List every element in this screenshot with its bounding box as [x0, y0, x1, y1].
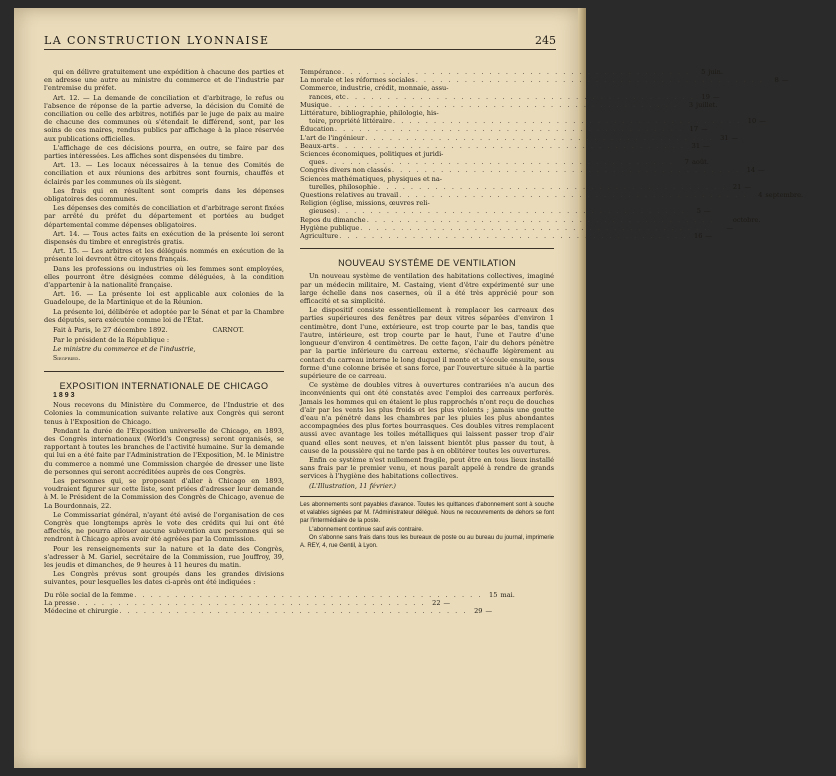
paragraph: Art. 12. — La demande de conciliation et d'arbitrage, le refus ou l'absence de réponse de la partie adverse, la décision du Comité de conciliation ou celle des arbitres, notifiés par le juge de paix au maire de chacune des communes où s'étendait le différend, sont, par les soins de ces maires, rendus publics par affichage à la place réservée aux publications officielles. — [44, 93, 284, 143]
congres-month: octobre. — [732, 215, 761, 224]
congres-label: Éducation — [300, 125, 334, 134]
congres-month: juin. — [708, 68, 724, 76]
congres-entry — [300, 232, 713, 241]
section-divider — [300, 248, 554, 249]
source-citation: (L'Illustration, 11 février.) — [309, 481, 396, 490]
congres-label: Religion (église, missions, œuvres reli- — [300, 199, 430, 208]
leader-dots — [415, 76, 765, 84]
congres-label: Beaux-arts — [300, 141, 336, 150]
congres-entry-label — [300, 84, 554, 92]
leader-dots — [133, 591, 483, 599]
congres-label: Tempérance — [300, 68, 342, 76]
page-number: 245 — [535, 34, 556, 47]
paragraph: Art. 13. — Les locaux nécessaires à la tenue des Comités de conciliation et aux réunions des arbitres sont fournis, chauffés et éclairés par les communes où ils siègent. — [44, 161, 284, 186]
leader-dots — [366, 216, 716, 224]
congres-entry — [300, 133, 739, 142]
congres-entry — [300, 191, 804, 200]
paragraph: Le dispositif consiste essentiellement à remplacer les carreaux des parties supérieures des fenêtres par deux vitres séparées d'environ 1 centimètre, dont l'une, extérieure, est trop courte par le bas, tandis que l'autre, intérieure, est trop courte par le haut, l'une et l'autre d'une longueur d'environ 4 centimètres. De cette façon, l'air du dehors pénètre par la partie inférieure du carreau externe, s'échauffe légèrement au contact du carreau interne le long duquel il monte et s'écoule ensuite, sous forme d'une colonne brisée et sans force, par l'ouverture située à la partie supérieure de ce carreau. — [300, 306, 554, 380]
congres-month: septembre. — [765, 191, 804, 200]
right-column — [300, 68, 804, 551]
congres-entry — [300, 207, 711, 216]
signature-line — [44, 326, 284, 335]
paragraph: Un nouveau système de ventilation des habitations collectives, imaginé par un médecin militaire, M. Castaing, vient d'être expérimenté sur une large échelle dans nos casernes, où il a été très apprécié pour son efficacité et sa simplicité. — [300, 272, 554, 306]
leader-dots — [325, 158, 675, 166]
congres-entry — [300, 141, 710, 150]
paragraph: Pendant la durée de l'Exposition universelle de Chicago, en 1893, des Congrès internationaux (World's Congress) seront organisés, se rapportant à toutes les branches de l'activité humaine. Sur la demande qui lui en a été faite par l'Administration de l'Exposition, M. le Ministre du commerce a nommé une Commission chargée de dresser une liste de personnes qui seront accréditées auprès de ces Congrès. — [44, 426, 284, 476]
paragraph: Les abonnements sont payables d'avance. Toutes les quittances d'abonnement sont à souche et valables signées par M. l'Administrateur délégué. Nous ne recouvrements de dehors se font par l'intermédiaire de la poste. — [300, 501, 554, 525]
paragraph: L'affichage de ces décisions pourra, en outre, se faire par des parties intéressées. Les affiches sont dispensées du timbre. — [44, 143, 284, 161]
reglement-articles — [44, 68, 284, 324]
congres-day: 19 — [701, 92, 710, 101]
congres-entry — [300, 166, 765, 175]
congres-label: Hygiène publique — [300, 223, 360, 232]
leader-dots — [337, 207, 687, 215]
congres-label: Musique — [300, 100, 329, 109]
subscription-notice — [300, 496, 554, 551]
congres-entry — [300, 215, 761, 224]
congres-entry — [44, 606, 493, 615]
congres-dates-list-left — [44, 590, 515, 616]
congres-label: La presse — [44, 598, 77, 607]
congres-month: mai. — [500, 590, 515, 599]
congres-month: — — [703, 141, 710, 150]
congres-entry — [300, 100, 718, 109]
congres-dates-list-right — [300, 68, 804, 241]
congres-label: Repos du dimanche — [300, 215, 366, 224]
congres-month: — — [443, 598, 451, 607]
congres-month: — — [726, 223, 733, 232]
leader-dots — [329, 101, 679, 109]
paragraph: Art. 15. — Les arbitres et les délégués nommés en exécution de la présente loi devront être citoyens français. — [44, 247, 284, 264]
congres-month: — — [703, 207, 711, 216]
congres-label: Questions relatives au travail — [300, 191, 399, 200]
signature-ministre: Le ministre du commerce et de l'industrie, — [53, 345, 196, 354]
leader-dots — [338, 232, 688, 240]
congres-day: 16 — [694, 232, 703, 241]
leader-dots — [392, 117, 742, 125]
congres-month: — — [705, 232, 713, 241]
congres-day: 5 — [696, 207, 701, 216]
paragraph: Enfin ce système n'est nullement fragile, peut être en tous lieux installé sans frais par le premier venu, et nous paraît appelé à rendre de grands services à l'hygiène des habitations collectives. — [300, 455, 554, 481]
congres-day: 8 — [774, 76, 779, 85]
chicago-heading: EXPOSITION INTERNATIONALE DE CHICAGO — [59, 380, 269, 391]
paragraph: Les Congrès prévus sont groupés dans les grandes divisions suivantes, pour lesquelles les dates ci-après ont été indiquées : — [44, 570, 284, 587]
congres-label: Agriculture — [300, 232, 339, 241]
congres-label: turelles, philosophie — [309, 182, 378, 191]
congres-day: 5 — [701, 68, 706, 76]
congres-day: 21 — [732, 182, 742, 191]
leader-dots — [76, 599, 426, 607]
congres-day: 31 — [720, 133, 729, 142]
signature-par: Par le président de la République : — [53, 336, 170, 345]
congres-day: 31 — [691, 141, 701, 150]
paragraph: qui en délivre gratuitement une expédition à chacune des parties et en adresse une autre au ministre du commerce et de l'industrie par l'entremise du préfet. — [44, 68, 284, 93]
congres-label: Du rôle social de la femme — [44, 590, 134, 599]
congres-label: rances, etc — [309, 92, 346, 101]
signature-name: Siegfried. — [53, 354, 81, 362]
congres-entry — [300, 125, 708, 134]
congres-day: 14 — [746, 166, 756, 175]
congres-month: juillet. — [696, 100, 718, 109]
congres-label: L'art de l'ingénieur — [300, 133, 365, 142]
paragraph: Pour les renseignements sur la nature et la date des Congrès, s'adresser à M. Gariel, secrétaire de la Commission, rue Jouffroy, 39, les jeudis et dimanches, de 9 heures à 11 heures du matin. — [44, 544, 284, 569]
congres-day: 15 — [489, 590, 498, 599]
leader-dots — [336, 142, 686, 150]
congres-entry-label — [300, 109, 554, 117]
congres-month: — — [781, 76, 789, 85]
section-divider — [44, 371, 284, 372]
paragraph: Ce système de doubles vitres à ouvertures contrariées n'a aucun des inconvénients qui ont été constatés avec l'emploi des carreaux perforés. Jamais les hommes qui en étaient le plus rapprochés n'ont reçu de douches d'air par les vents les plus froids et les plus violents ; jamais une goutte d'eau n'a pénétré dans les chambres par les pluies les plus abondantes accompagnées des plus fortes bourrasques. Ces doubles vitres remplacent aussi avec avantage les toiles métalliques qui laissent passer trop d'air quand elles sont neuves, et n'en laissent bientôt plus passer du tout, à cause de la poussière qui ne tarde pas à en oblitérer toutes les ouvertures. — [300, 381, 554, 455]
congres-entry-label — [300, 175, 554, 183]
congres-month: — — [712, 92, 720, 101]
congres-month: — — [744, 182, 751, 191]
paragraph: Les personnes qui, se proposant d'aller à Chicago en 1893, voudraient figurer sur cette liste, sont priées d'adresser leur demande à M. le Président de la Commission des Congrès de Chicago, avenue de La Bourdonnais, 22. — [44, 476, 284, 510]
paragraph: Les frais qui en résultent sont compris dans les dépenses obligatoires des communes. — [44, 186, 284, 204]
paragraph: Nous recevons du Ministère du Commerce, de l'Industrie et des Colonies la communication suivante relative aux Congrès qui seront tenus à l'Exposition de Chicago. — [44, 401, 284, 426]
leader-dots — [359, 224, 709, 232]
congres-entry — [300, 158, 709, 167]
paragraph: Art. 14. — Tous actes faits en exécution de la présente loi seront dispensés du timbre et enregistrés gratis. — [44, 229, 284, 247]
congres-entry — [300, 182, 751, 191]
congres-month: — — [485, 606, 493, 615]
signature-place-date: Fait à Paris, le 27 décembre 1892. — [53, 326, 168, 335]
congres-day: 4 — [758, 191, 763, 200]
ventilation-article — [300, 272, 554, 480]
congres-day — [716, 216, 730, 224]
paragraph: L'abonnement continue sauf avis contraire. — [309, 526, 424, 533]
congres-label: ques — [309, 158, 325, 167]
congres-day: 22 — [432, 598, 441, 607]
chicago-article — [44, 401, 284, 586]
leader-dots — [118, 607, 468, 615]
congres-entry — [44, 590, 515, 599]
congres-entry — [44, 598, 451, 607]
congres-day: 29 — [474, 606, 483, 615]
leader-dots — [364, 134, 714, 142]
congres-month: — — [759, 117, 766, 126]
congres-label: Sciences économiques, politiques et juridi- — [300, 150, 444, 159]
congres-label: Sciences mathématiques, physiques et na- — [300, 174, 443, 183]
congres-entry — [300, 92, 720, 101]
congres-label: Médecine et chirurgie — [44, 606, 119, 615]
paragraph: La présente loi, délibérée et adoptée par le Sénat et par la Chambre des députés, sera exécutée comme loi de l'État. — [44, 307, 284, 324]
page-header — [44, 34, 556, 50]
leader-dots — [377, 183, 727, 191]
congres-entry-label — [300, 199, 554, 207]
congres-month: — — [701, 125, 708, 134]
congres-entry — [300, 117, 766, 126]
leader-dots — [334, 125, 684, 133]
paragraph: Les dépenses des comités de conciliation et d'arbitrage seront fixées par arrêté du préfet du département et portées au budget départemental comme dépenses obligatoires. — [44, 204, 284, 229]
congres-entry — [300, 68, 724, 76]
congres-label: gieuses) — [309, 207, 337, 216]
leader-dots — [346, 93, 696, 101]
congres-day: 10 — [747, 117, 757, 126]
paragraph: Art. 16. — La présente loi est applicable aux colonies de la Guadeloupe, de la Martinique et de la Réunion. — [44, 290, 284, 307]
congres-label: Commerce, industrie, crédit, monnaie, assu- — [300, 84, 449, 93]
document-page — [14, 8, 804, 768]
paragraph: Dans les professions ou industries où les femmes sont employées, elles pourront être désignées comme déléguées, à la condition d'appartenir à la nationalité française. — [44, 264, 284, 290]
congres-month: août. — [691, 158, 709, 167]
congres-entry-label — [300, 150, 554, 158]
congres-day: 3 — [688, 100, 694, 109]
congres-label: La morale et les réformes sociales — [300, 76, 415, 85]
paragraph: On s'abonne sans frais dans tous les bureaux de poste ou au bureau du journal, imprimerie A. REY, 4, rue Gentil, à Lyon. — [300, 534, 554, 550]
congres-month: — — [731, 133, 739, 142]
ventilation-heading: NOUVEAU SYSTÈME DE VENTILATION — [338, 258, 516, 269]
congres-month: — — [758, 166, 765, 175]
congres-entry — [300, 223, 733, 232]
chicago-year: 1893 — [53, 391, 77, 399]
leader-dots — [391, 166, 741, 174]
congres-entry — [300, 76, 789, 85]
congres-day — [709, 224, 723, 232]
congres-day: 7 — [684, 158, 689, 167]
congres-label: Littérature, bibliographie, philologie, his- — [300, 109, 439, 118]
journal-title: LA CONSTRUCTION LYONNAISE — [44, 34, 270, 47]
signature-president: CARNOT. — [212, 326, 244, 335]
paragraph: Le Commissariat général, n'ayant été avisé de l'organisation de ces Congrès que longtemps après le vote des crédits qui lui ont été affectés, ne pourra allouer aucune subvention aux personnes qui se rendront à Chicago après avoir été agréées par la Commission. — [44, 510, 284, 544]
congres-day: 17 — [689, 125, 699, 134]
congres-label: Congrès divers non classés — [300, 166, 391, 175]
leader-dots — [341, 68, 691, 76]
leader-dots — [398, 191, 748, 199]
congres-label: toire, propriété littéraire — [309, 117, 393, 126]
